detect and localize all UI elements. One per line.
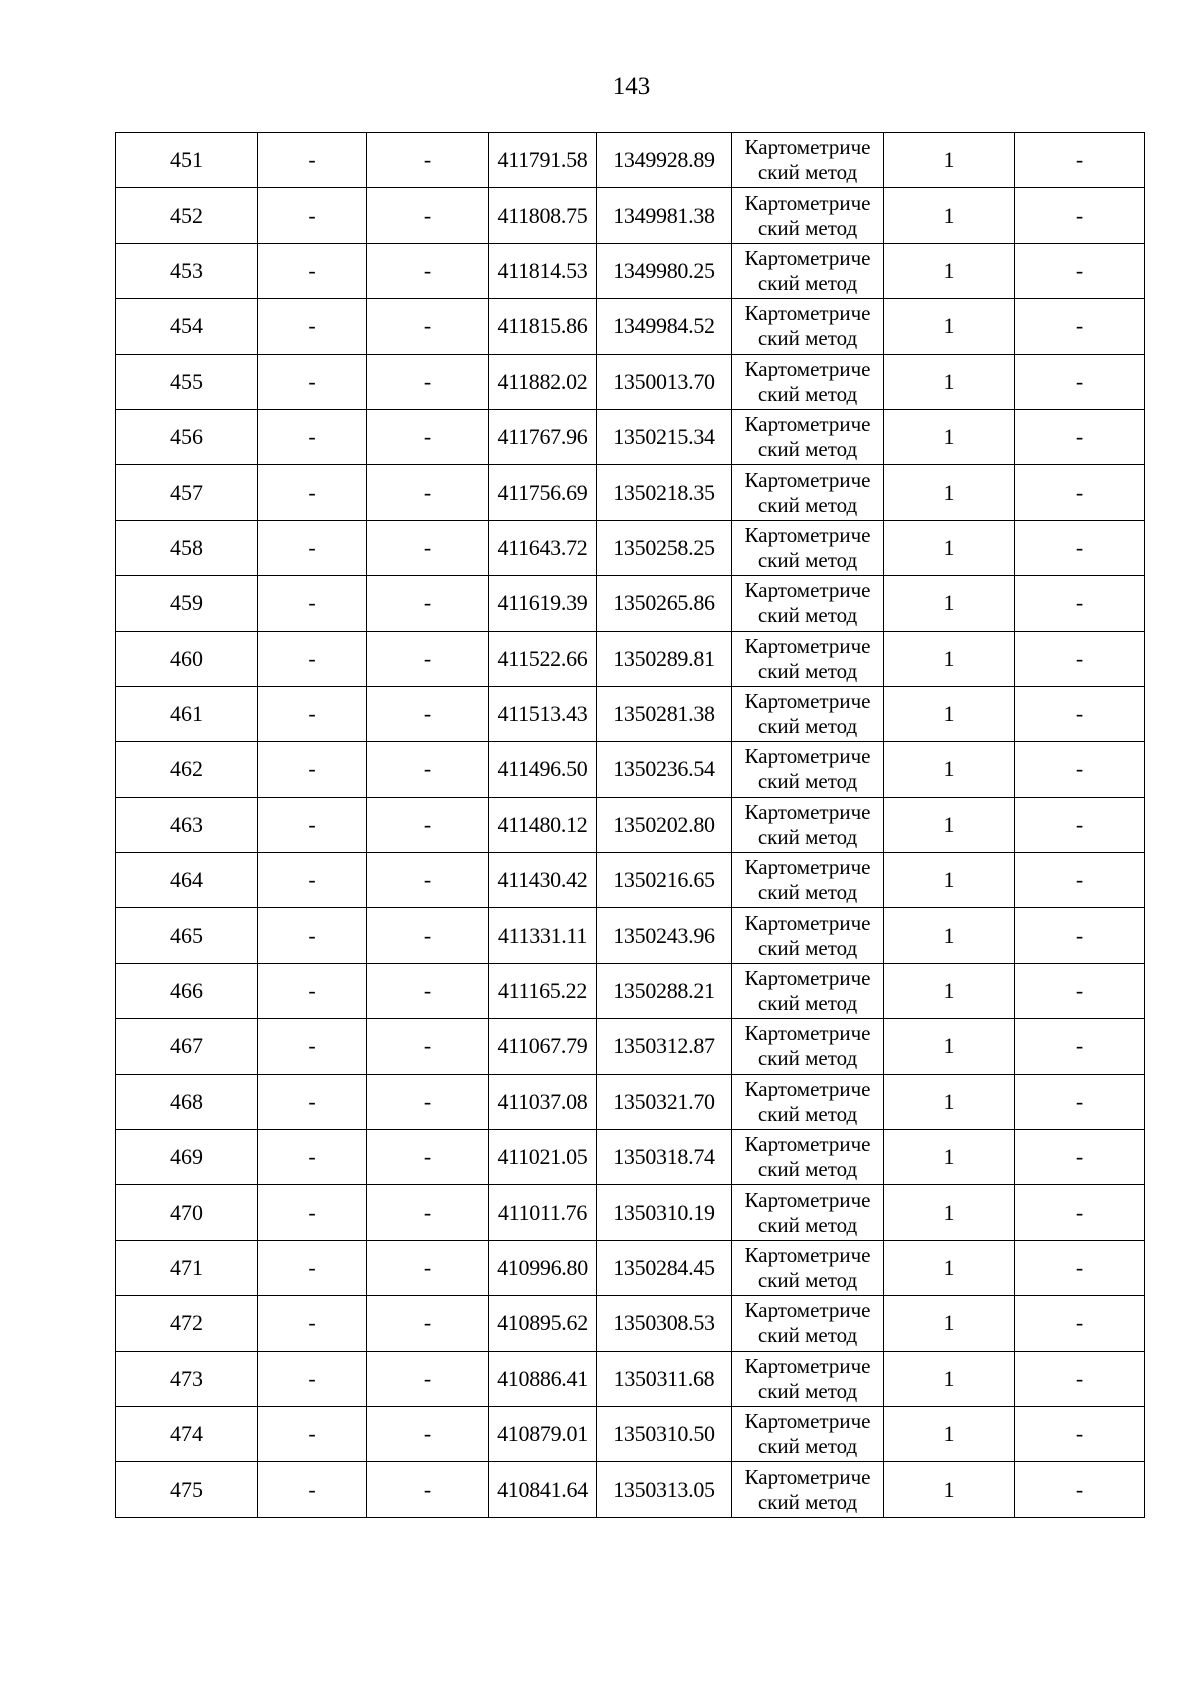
table-row xyxy=(116,1240,1145,1295)
empty-value-cell: - xyxy=(1015,354,1145,409)
empty-value-cell: - xyxy=(258,465,367,520)
empty-value-cell: - xyxy=(1015,1296,1145,1351)
method-cell xyxy=(732,354,884,409)
table-row xyxy=(116,1019,1145,1074)
method-text: Картометриче xyxy=(744,910,871,935)
empty-value-cell: - xyxy=(1015,1462,1145,1517)
empty-value-cell: - xyxy=(258,188,367,243)
table-row xyxy=(116,631,1145,686)
empty-value-cell: - xyxy=(258,1074,367,1129)
empty-value-cell: - xyxy=(258,908,367,963)
empty-value-cell: - xyxy=(367,520,489,575)
method-text: Картометриче xyxy=(744,1076,871,1101)
point-number-cell: 471 xyxy=(116,1240,258,1295)
empty-value-cell: - xyxy=(258,853,367,908)
method-cell xyxy=(732,908,884,963)
point-number-cell: 468 xyxy=(116,1074,258,1129)
empty-value-cell: - xyxy=(258,1019,367,1074)
method-text: Картометриче xyxy=(744,1353,871,1378)
table-row xyxy=(116,1185,1145,1240)
method-text: Картометриче xyxy=(744,855,871,880)
accuracy-cell: 1 xyxy=(884,188,1015,243)
method-text: ский метод xyxy=(757,880,858,905)
y-coordinate-cell: 1349981.38 xyxy=(597,188,732,243)
method-text: ский метод xyxy=(757,1489,858,1514)
x-coordinate-cell: 411619.39 xyxy=(489,576,597,631)
x-coordinate-cell: 411331.11 xyxy=(489,908,597,963)
empty-value-cell: - xyxy=(367,409,489,464)
empty-value-cell: - xyxy=(367,1130,489,1185)
y-coordinate-cell: 1350289.81 xyxy=(597,631,732,686)
empty-value-cell: - xyxy=(1015,1406,1145,1461)
method-text: Картометриче xyxy=(744,190,871,215)
empty-value-cell: - xyxy=(258,797,367,852)
table-row xyxy=(116,1462,1145,1517)
method-text: Картометриче xyxy=(744,1021,871,1046)
table-row xyxy=(116,963,1145,1018)
empty-value-cell: - xyxy=(367,963,489,1018)
empty-value-cell: - xyxy=(258,963,367,1018)
y-coordinate-cell: 1350284.45 xyxy=(597,1240,732,1295)
empty-value-cell: - xyxy=(367,354,489,409)
method-cell xyxy=(732,797,884,852)
empty-value-cell: - xyxy=(1015,520,1145,575)
method-cell xyxy=(732,133,884,188)
accuracy-cell: 1 xyxy=(884,963,1015,1018)
table-row xyxy=(116,797,1145,852)
empty-value-cell: - xyxy=(258,409,367,464)
empty-value-cell: - xyxy=(367,1351,489,1406)
empty-value-cell: - xyxy=(258,133,367,188)
accuracy-cell: 1 xyxy=(884,243,1015,298)
method-text: ский метод xyxy=(757,824,858,849)
accuracy-cell: 1 xyxy=(884,1074,1015,1129)
method-text: ский метод xyxy=(757,1046,858,1071)
method-text: Картометриче xyxy=(744,135,871,160)
y-coordinate-cell: 1350202.80 xyxy=(597,797,732,852)
x-coordinate-cell: 411496.50 xyxy=(489,742,597,797)
accuracy-cell: 1 xyxy=(884,1406,1015,1461)
y-coordinate-cell: 1350312.87 xyxy=(597,1019,732,1074)
table-row xyxy=(116,853,1145,908)
empty-value-cell: - xyxy=(367,243,489,298)
y-coordinate-cell: 1350313.05 xyxy=(597,1462,732,1517)
empty-value-cell: - xyxy=(1015,243,1145,298)
accuracy-cell: 1 xyxy=(884,1240,1015,1295)
accuracy-cell: 1 xyxy=(884,1351,1015,1406)
method-cell xyxy=(732,1019,884,1074)
empty-value-cell: - xyxy=(1015,1019,1145,1074)
page-number: 143 xyxy=(612,73,651,100)
accuracy-cell: 1 xyxy=(884,853,1015,908)
empty-value-cell: - xyxy=(1015,576,1145,631)
method-text: ский метод xyxy=(757,215,858,240)
method-cell xyxy=(732,686,884,741)
y-coordinate-cell: 1350281.38 xyxy=(597,686,732,741)
empty-value-cell: - xyxy=(258,631,367,686)
method-cell xyxy=(732,520,884,575)
method-text: ский метод xyxy=(757,603,858,628)
accuracy-cell: 1 xyxy=(884,1185,1015,1240)
y-coordinate-cell: 1350013.70 xyxy=(597,354,732,409)
point-number-cell: 458 xyxy=(116,520,258,575)
method-cell xyxy=(732,243,884,298)
method-cell xyxy=(732,1074,884,1129)
table-row xyxy=(116,243,1145,298)
point-number-cell: 462 xyxy=(116,742,258,797)
y-coordinate-cell: 1350310.50 xyxy=(597,1406,732,1461)
point-number-cell: 466 xyxy=(116,963,258,1018)
accuracy-cell: 1 xyxy=(884,1019,1015,1074)
table-row xyxy=(116,299,1145,354)
empty-value-cell: - xyxy=(367,797,489,852)
method-text: Картометриче xyxy=(744,412,871,437)
method-cell xyxy=(732,465,884,520)
x-coordinate-cell: 411756.69 xyxy=(489,465,597,520)
method-text: Картометриче xyxy=(744,1464,871,1489)
empty-value-cell: - xyxy=(367,576,489,631)
point-number-cell: 474 xyxy=(116,1406,258,1461)
method-text: ский метод xyxy=(757,437,858,462)
method-text: ский метод xyxy=(757,991,858,1016)
table-row xyxy=(116,686,1145,741)
empty-value-cell: - xyxy=(367,631,489,686)
y-coordinate-cell: 1350318.74 xyxy=(597,1130,732,1185)
method-cell xyxy=(732,409,884,464)
empty-value-cell: - xyxy=(367,1074,489,1129)
point-number-cell: 456 xyxy=(116,409,258,464)
method-text: Картометриче xyxy=(744,245,871,270)
x-coordinate-cell: 411791.58 xyxy=(489,133,597,188)
point-number-cell: 473 xyxy=(116,1351,258,1406)
point-number-cell: 453 xyxy=(116,243,258,298)
accuracy-cell: 1 xyxy=(884,520,1015,575)
point-number-cell: 464 xyxy=(116,853,258,908)
empty-value-cell: - xyxy=(258,1406,367,1461)
empty-value-cell: - xyxy=(1015,1351,1145,1406)
method-text: Картометриче xyxy=(744,578,871,603)
accuracy-cell: 1 xyxy=(884,576,1015,631)
empty-value-cell: - xyxy=(1015,188,1145,243)
empty-value-cell: - xyxy=(258,243,367,298)
empty-value-cell: - xyxy=(258,1296,367,1351)
x-coordinate-cell: 411165.22 xyxy=(489,963,597,1018)
method-text: ский метод xyxy=(757,270,858,295)
x-coordinate-cell: 410996.80 xyxy=(489,1240,597,1295)
table-row xyxy=(116,908,1145,963)
empty-value-cell: - xyxy=(367,465,489,520)
method-text: Картометриче xyxy=(744,1243,871,1267)
empty-value-cell: - xyxy=(1015,133,1145,188)
method-text: ский метод xyxy=(757,714,858,739)
point-number-cell: 455 xyxy=(116,354,258,409)
empty-value-cell: - xyxy=(258,686,367,741)
method-text: Картометриче xyxy=(744,1409,871,1434)
method-cell xyxy=(732,742,884,797)
table-row xyxy=(116,742,1145,797)
y-coordinate-cell: 1349980.25 xyxy=(597,243,732,298)
x-coordinate-cell: 410886.41 xyxy=(489,1351,597,1406)
method-cell xyxy=(732,576,884,631)
method-cell xyxy=(732,1462,884,1517)
empty-value-cell: - xyxy=(367,908,489,963)
table-row xyxy=(116,465,1145,520)
accuracy-cell: 1 xyxy=(884,742,1015,797)
empty-value-cell: - xyxy=(258,299,367,354)
point-number-cell: 470 xyxy=(116,1185,258,1240)
accuracy-cell: 1 xyxy=(884,631,1015,686)
method-cell xyxy=(732,1406,884,1461)
point-number-cell: 475 xyxy=(116,1462,258,1517)
y-coordinate-cell: 1349928.89 xyxy=(597,133,732,188)
empty-value-cell: - xyxy=(1015,1240,1145,1295)
method-text: Картометриче xyxy=(744,301,871,326)
method-text: ский метод xyxy=(757,547,858,572)
empty-value-cell: - xyxy=(1015,853,1145,908)
empty-value-cell: - xyxy=(1015,797,1145,852)
empty-value-cell: - xyxy=(367,1406,489,1461)
x-coordinate-cell: 411882.02 xyxy=(489,354,597,409)
method-text: ский метод xyxy=(757,160,858,185)
point-number-cell: 467 xyxy=(116,1019,258,1074)
point-number-cell: 452 xyxy=(116,188,258,243)
empty-value-cell: - xyxy=(367,1240,489,1295)
y-coordinate-cell: 1350321.70 xyxy=(597,1074,732,1129)
table-body xyxy=(116,133,1145,1518)
empty-value-cell: - xyxy=(258,742,367,797)
empty-value-cell: - xyxy=(1015,631,1145,686)
table-row xyxy=(116,520,1145,575)
table-row xyxy=(116,1074,1145,1129)
accuracy-cell: 1 xyxy=(884,409,1015,464)
empty-value-cell: - xyxy=(1015,1074,1145,1129)
method-text: Картометриче xyxy=(744,467,871,492)
coordinates-table xyxy=(115,132,1145,1518)
y-coordinate-cell: 1350288.21 xyxy=(597,963,732,1018)
accuracy-cell: 1 xyxy=(884,133,1015,188)
accuracy-cell: 1 xyxy=(884,686,1015,741)
y-coordinate-cell: 1350310.19 xyxy=(597,1185,732,1240)
x-coordinate-cell: 411814.53 xyxy=(489,243,597,298)
empty-value-cell: - xyxy=(367,1296,489,1351)
method-cell xyxy=(732,963,884,1018)
method-cell xyxy=(732,1185,884,1240)
method-cell xyxy=(732,1351,884,1406)
x-coordinate-cell: 411767.96 xyxy=(489,409,597,464)
method-text: ский метод xyxy=(757,381,858,406)
table-row xyxy=(116,1296,1145,1351)
method-text: ский метод xyxy=(757,1323,858,1348)
empty-value-cell: - xyxy=(1015,465,1145,520)
empty-value-cell: - xyxy=(1015,742,1145,797)
table-row xyxy=(116,133,1145,188)
method-text: Картометриче xyxy=(744,799,871,824)
y-coordinate-cell: 1349984.52 xyxy=(597,299,732,354)
empty-value-cell: - xyxy=(367,299,489,354)
empty-value-cell: - xyxy=(1015,299,1145,354)
point-number-cell: 460 xyxy=(116,631,258,686)
y-coordinate-cell: 1350265.86 xyxy=(597,576,732,631)
table-row xyxy=(116,188,1145,243)
table-row xyxy=(116,409,1145,464)
method-text: ский метод xyxy=(757,1157,858,1182)
accuracy-cell: 1 xyxy=(884,1296,1015,1351)
empty-value-cell: - xyxy=(1015,409,1145,464)
method-text: ский метод xyxy=(757,1101,858,1126)
y-coordinate-cell: 1350243.96 xyxy=(597,908,732,963)
point-number-cell: 461 xyxy=(116,686,258,741)
method-text: Картометриче xyxy=(744,356,871,381)
x-coordinate-cell: 411430.42 xyxy=(489,853,597,908)
x-coordinate-cell: 410841.64 xyxy=(489,1462,597,1517)
empty-value-cell: - xyxy=(258,1130,367,1185)
table-row xyxy=(116,1406,1145,1461)
method-text: Картометриче xyxy=(744,966,871,991)
empty-value-cell: - xyxy=(1015,963,1145,1018)
point-number-cell: 463 xyxy=(116,797,258,852)
point-number-cell: 451 xyxy=(116,133,258,188)
empty-value-cell: - xyxy=(1015,686,1145,741)
empty-value-cell: - xyxy=(367,133,489,188)
method-cell xyxy=(732,299,884,354)
x-coordinate-cell: 411808.75 xyxy=(489,188,597,243)
x-coordinate-cell: 411021.05 xyxy=(489,1130,597,1185)
y-coordinate-cell: 1350258.25 xyxy=(597,520,732,575)
y-coordinate-cell: 1350236.54 xyxy=(597,742,732,797)
x-coordinate-cell: 411480.12 xyxy=(489,797,597,852)
empty-value-cell: - xyxy=(258,1351,367,1406)
empty-value-cell: - xyxy=(367,1019,489,1074)
point-number-cell: 459 xyxy=(116,576,258,631)
empty-value-cell: - xyxy=(1015,908,1145,963)
table-row xyxy=(116,1351,1145,1406)
point-number-cell: 472 xyxy=(116,1296,258,1351)
empty-value-cell: - xyxy=(1015,1185,1145,1240)
empty-value-cell: - xyxy=(258,520,367,575)
accuracy-cell: 1 xyxy=(884,1130,1015,1185)
method-cell xyxy=(732,1130,884,1185)
empty-value-cell: - xyxy=(367,188,489,243)
accuracy-cell: 1 xyxy=(884,797,1015,852)
method-text: Картометриче xyxy=(744,744,871,769)
accuracy-cell: 1 xyxy=(884,465,1015,520)
method-cell xyxy=(732,1296,884,1351)
x-coordinate-cell: 411011.76 xyxy=(489,1185,597,1240)
accuracy-cell: 1 xyxy=(884,1462,1015,1517)
x-coordinate-cell: 411643.72 xyxy=(489,520,597,575)
x-coordinate-cell: 410895.62 xyxy=(489,1296,597,1351)
method-text: Картометриче xyxy=(744,1187,871,1212)
table-row xyxy=(116,576,1145,631)
method-text: Картометриче xyxy=(744,1132,871,1157)
y-coordinate-cell: 1350215.34 xyxy=(597,409,732,464)
method-text: ский метод xyxy=(757,1434,858,1459)
point-number-cell: 454 xyxy=(116,299,258,354)
empty-value-cell: - xyxy=(367,1462,489,1517)
method-cell xyxy=(732,631,884,686)
x-coordinate-cell: 411067.79 xyxy=(489,1019,597,1074)
empty-value-cell: - xyxy=(258,576,367,631)
method-text: Картометриче xyxy=(744,522,871,547)
x-coordinate-cell: 411037.08 xyxy=(489,1074,597,1129)
empty-value-cell: - xyxy=(367,853,489,908)
method-cell xyxy=(732,188,884,243)
accuracy-cell: 1 xyxy=(884,908,1015,963)
point-number-cell: 465 xyxy=(116,908,258,963)
method-text: ский метод xyxy=(757,935,858,960)
empty-value-cell: - xyxy=(367,686,489,741)
point-number-cell: 469 xyxy=(116,1130,258,1185)
x-coordinate-cell: 411815.86 xyxy=(489,299,597,354)
method-cell xyxy=(732,1240,884,1295)
empty-value-cell: - xyxy=(1015,1130,1145,1185)
x-coordinate-cell: 410879.01 xyxy=(489,1406,597,1461)
method-text: Картометриче xyxy=(744,633,871,658)
method-text: Картометриче xyxy=(744,689,871,714)
method-text: ский метод xyxy=(757,769,858,794)
empty-value-cell: - xyxy=(258,1462,367,1517)
method-text: ский метод xyxy=(757,658,858,683)
method-text: ский метод xyxy=(757,1268,858,1292)
method-text: ский метод xyxy=(757,492,858,517)
method-text: Картометриче xyxy=(744,1298,871,1323)
accuracy-cell: 1 xyxy=(884,354,1015,409)
empty-value-cell: - xyxy=(258,1185,367,1240)
empty-value-cell: - xyxy=(258,1240,367,1295)
x-coordinate-cell: 411522.66 xyxy=(489,631,597,686)
y-coordinate-cell: 1350308.53 xyxy=(597,1296,732,1351)
accuracy-cell: 1 xyxy=(884,299,1015,354)
method-cell xyxy=(732,853,884,908)
empty-value-cell: - xyxy=(258,354,367,409)
table-row xyxy=(116,354,1145,409)
method-text: ский метод xyxy=(757,1212,858,1237)
point-number-cell: 457 xyxy=(116,465,258,520)
method-text: ский метод xyxy=(757,326,858,351)
y-coordinate-cell: 1350216.65 xyxy=(597,853,732,908)
empty-value-cell: - xyxy=(367,742,489,797)
x-coordinate-cell: 411513.43 xyxy=(489,686,597,741)
method-text: ский метод xyxy=(757,1378,858,1403)
empty-value-cell: - xyxy=(367,1185,489,1240)
y-coordinate-cell: 1350311.68 xyxy=(597,1351,732,1406)
table-row xyxy=(116,1130,1145,1185)
y-coordinate-cell: 1350218.35 xyxy=(597,465,732,520)
